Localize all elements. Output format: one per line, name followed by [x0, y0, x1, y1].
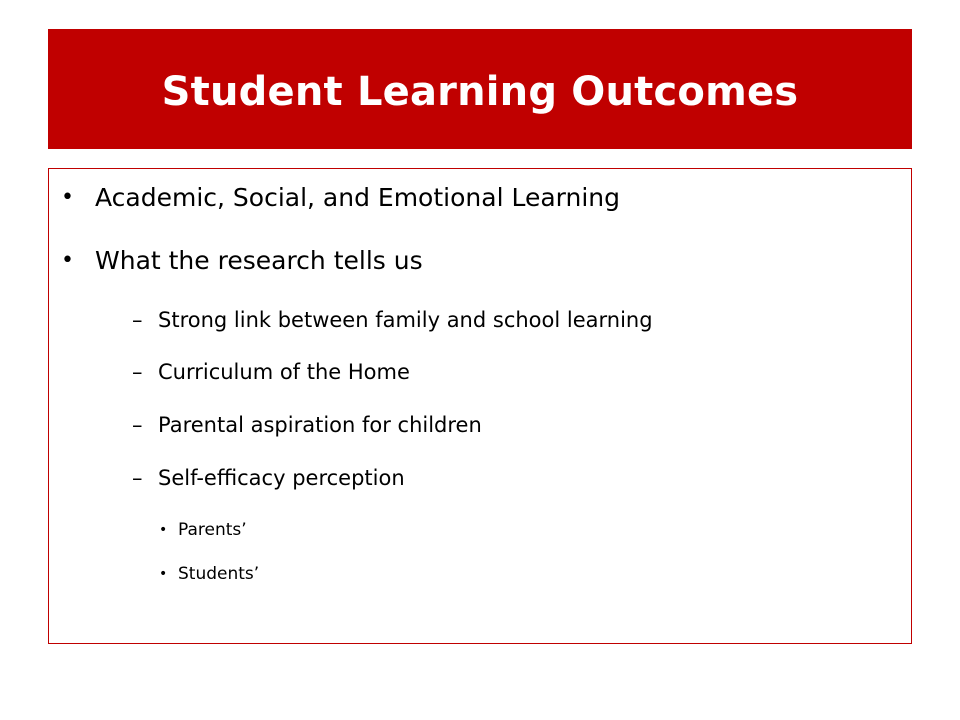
sub-sub-item-text: Students’ — [178, 564, 260, 584]
sub-item — [132, 360, 410, 384]
sub-sub-item — [159, 520, 247, 540]
bullet-item — [61, 246, 423, 275]
bullet-icon: • — [159, 566, 168, 582]
title-banner — [48, 29, 912, 149]
slide-title: Student Learning Outcomes — [161, 69, 799, 115]
bullet-text: Academic, Social, and Emotional Learning — [95, 183, 620, 212]
bullet-item — [61, 183, 620, 212]
sub-sub-item — [159, 564, 259, 584]
dash-icon: – — [132, 360, 143, 384]
dash-icon: – — [132, 466, 143, 490]
sub-item-text: Strong link between family and school learning — [158, 308, 653, 332]
sub-item — [132, 466, 405, 490]
dash-icon: – — [132, 308, 143, 332]
dash-icon: – — [132, 413, 143, 437]
sub-item-text: Self-efficacy perception — [158, 466, 405, 490]
content-panel — [48, 168, 912, 644]
sub-item-text: Curriculum of the Home — [158, 360, 410, 384]
bullet-icon: • — [61, 248, 74, 273]
bullet-text: What the research tells us — [95, 246, 423, 275]
bullet-icon: • — [61, 185, 74, 210]
sub-item-text: Parental aspiration for children — [158, 413, 482, 437]
bullet-icon: • — [159, 522, 168, 538]
sub-item — [132, 413, 482, 437]
sub-sub-item-text: Parents’ — [178, 520, 247, 540]
sub-item — [132, 308, 653, 332]
